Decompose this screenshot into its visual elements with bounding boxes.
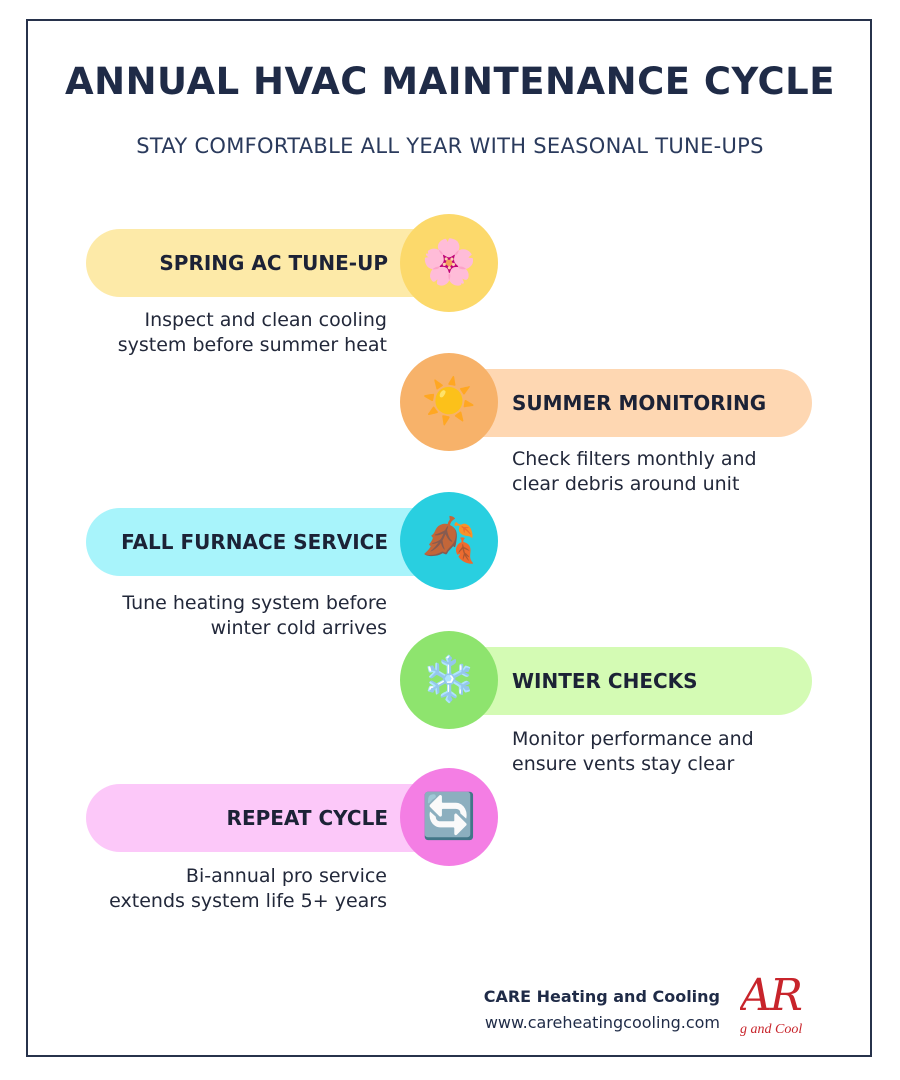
step-winter-description-line1: Monitor performance and — [512, 728, 754, 750]
step-repeat-description-line2: extends system life 5+ years — [109, 890, 387, 912]
step-winter-label: WINTER CHECKS — [512, 669, 698, 693]
step-winter-badge — [400, 631, 498, 729]
repeat-arrows-icon: 🔄 — [421, 791, 477, 842]
falling-leaves-icon: 🍂 — [421, 515, 477, 566]
step-fall-pill — [86, 508, 446, 576]
step-summer-description-line1: Check filters monthly and — [512, 448, 757, 470]
step-repeat-description-line1: Bi-annual pro service — [185, 865, 387, 887]
step-spring-description-line2: system before summer heat — [117, 334, 387, 356]
company-logo — [740, 970, 808, 1044]
step-fall-description-line1: Tune heating system before — [122, 592, 387, 614]
logo-tagline-fragment: g and Cool — [740, 1022, 803, 1037]
step-spring-description — [86, 308, 387, 358]
step-repeat-description — [86, 864, 387, 914]
step-fall-label: FALL FURNACE SERVICE — [121, 530, 388, 554]
step-winter-pill — [450, 647, 812, 715]
step-spring-badge — [400, 214, 498, 312]
footer-website-link[interactable]: www.careheatingcooling.com — [484, 1013, 720, 1032]
step-spring-description-line1: Inspect and clean cooling — [144, 309, 387, 331]
cherry-blossom-icon: 🌸 — [421, 237, 477, 288]
step-summer-description — [512, 447, 812, 497]
step-repeat-label: REPEAT CYCLE — [226, 806, 388, 830]
snowflake-icon: ❄️ — [421, 654, 477, 705]
step-repeat-badge — [400, 768, 498, 866]
step-summer-description-line2: clear debris around unit — [512, 473, 740, 495]
page-subtitle: STAY COMFORTABLE ALL YEAR WITH SEASONAL TUNE-UPS — [136, 134, 764, 158]
step-fall-description — [86, 591, 387, 641]
step-summer-label: SUMMER MONITORING — [512, 391, 767, 415]
step-winter-description-line2: ensure vents stay clear — [512, 753, 735, 775]
step-spring-label: SPRING AC TUNE-UP — [159, 251, 388, 275]
page-title: ANNUAL HVAC MAINTENANCE CYCLE — [64, 60, 836, 103]
step-summer-badge — [400, 353, 498, 451]
step-spring-pill — [86, 229, 446, 297]
logo-letters: AR — [740, 970, 801, 1021]
sun-icon: ☀️ — [421, 376, 477, 427]
step-fall-badge — [400, 492, 498, 590]
step-winter-description — [512, 727, 812, 777]
step-fall-description-line2: winter cold arrives — [210, 617, 387, 639]
step-repeat-pill — [86, 784, 446, 852]
footer-company-name: CARE Heating and Cooling — [483, 987, 720, 1006]
step-summer-pill — [450, 369, 812, 437]
